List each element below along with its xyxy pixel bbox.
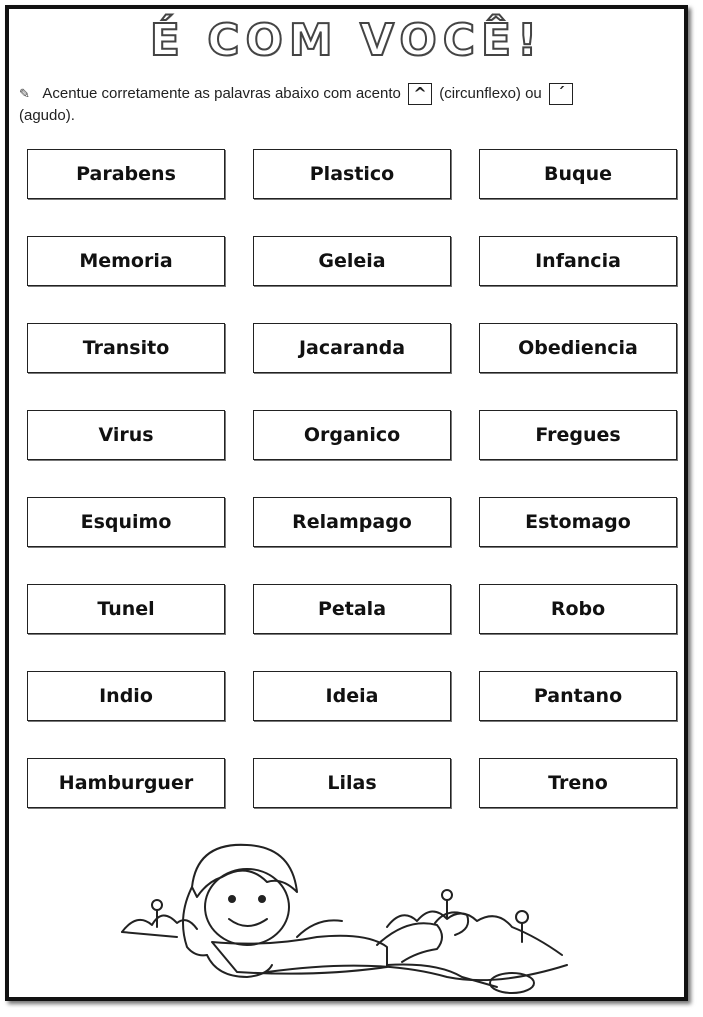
instruction-text xyxy=(19,83,679,127)
word-box[interactable]: Virus xyxy=(27,410,225,460)
word-box[interactable]: Obediencia xyxy=(479,323,677,373)
circumflex-accent-box: ^ xyxy=(408,83,432,105)
word-box[interactable]: Ideia xyxy=(253,671,451,721)
word-box[interactable]: Indio xyxy=(27,671,225,721)
word-box[interactable]: Tunel xyxy=(27,584,225,634)
word-box[interactable]: Plastico xyxy=(253,149,451,199)
word-box[interactable]: Relampago xyxy=(253,497,451,547)
word-box[interactable]: Estomago xyxy=(479,497,677,547)
word-box[interactable]: Petala xyxy=(253,584,451,634)
word-box[interactable]: Infancia xyxy=(479,236,677,286)
pencil-icon: ✎ xyxy=(19,86,30,101)
word-box[interactable]: Esquimo xyxy=(27,497,225,547)
word-box[interactable]: Memoria xyxy=(27,236,225,286)
word-box[interactable]: Pantano xyxy=(479,671,677,721)
word-box[interactable]: Geleia xyxy=(253,236,451,286)
word-box[interactable]: Hamburguer xyxy=(27,758,225,808)
worksheet-page xyxy=(5,5,688,1001)
word-box[interactable]: Transito xyxy=(27,323,225,373)
page-title: É COM VOCÊ! xyxy=(149,15,544,66)
word-box[interactable]: Robo xyxy=(479,584,677,634)
word-box[interactable]: Lilas xyxy=(253,758,451,808)
acute-accent-box: ´ xyxy=(549,83,573,105)
word-box[interactable]: Jacaranda xyxy=(253,323,451,373)
word-grid xyxy=(27,149,679,808)
girl-lying-on-grass-illustration xyxy=(117,837,587,1002)
word-box[interactable]: Treno xyxy=(479,758,677,808)
instruction-part1: Acentue corretamente as palavras abaixo com acento xyxy=(42,85,401,102)
word-box[interactable]: Organico xyxy=(253,410,451,460)
word-box[interactable]: Buque xyxy=(479,149,677,199)
word-box[interactable]: Fregues xyxy=(479,410,677,460)
instruction-part2: (circunflexo) ou xyxy=(439,85,542,102)
word-box[interactable]: Parabens xyxy=(27,149,225,199)
instruction-part3: (agudo). xyxy=(19,107,75,125)
